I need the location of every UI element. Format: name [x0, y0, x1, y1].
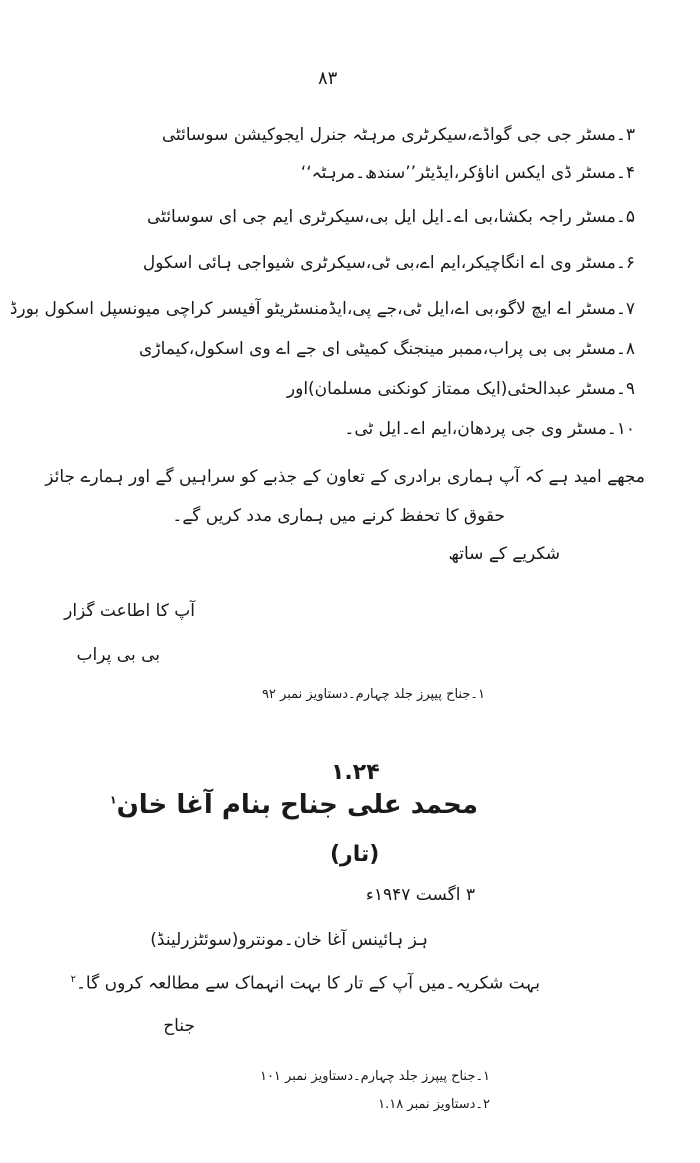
- list-item: ۳۔مسٹر جی جی گواڈے،سیکرٹری مرہٹہ جنرل ایجوکیشن سوسائٹی: [161, 125, 635, 145]
- message: بہت شکریہ۔میں آپ کے تار کا بہت انہماک سے مطالعہ کروں گا۔$^۲$: [70, 973, 540, 994]
- address: ہز ہائینس آغا خان۔مونترو(سوئٹزرلینڈ): [150, 930, 428, 950]
- footnote: ۱۔جناح پیپرز جلد چہارم۔دستاویز نمبر ۱۰۱: [259, 1069, 490, 1084]
- list-item: ۱۰۔مسٹر وی جی پردھان،ایم اے۔ایل ٹی۔: [344, 419, 635, 439]
- list-item: ۶۔مسٹر وی اے انگاچیکر،ایم اے،بی ٹی،سیکرٹری شیواجی ہائی اسکول: [142, 253, 635, 273]
- footnote: ۲۔دستاویز نمبر ۱.۱۸: [378, 1097, 490, 1112]
- footnote: ۱۔جناح پیپرز جلد چہارم۔دستاویز نمبر ۹۲: [261, 687, 485, 702]
- signature: بی بی پراب: [76, 645, 160, 665]
- paragraph-line: حقوق کا تحفظ کرنے میں ہماری مدد کریں گے۔: [172, 506, 505, 526]
- list-item: ۷۔مسٹر اے ایچ لاگو،بی اے،ایل ٹی،جے پی،ایڈمنسٹریٹو آفیسر کراچی میونسپل اسکول بورڈ: [9, 299, 635, 319]
- list-item: ۴۔مسٹر ڈی ایکس اناؤکر،ایڈیٹر’’سندھ۔مرہٹہ‘‘: [300, 163, 635, 183]
- page-number: ۸۳: [318, 68, 338, 89]
- paragraph-line: مجھے امید ہے کہ آپ ہماری برادری کے تعاون کے جذبے کو سراہیں گے اور ہمارے جائز: [45, 467, 645, 487]
- section-number: ۱.۲۴: [331, 760, 380, 785]
- footnote-marker: ۱: [109, 793, 117, 807]
- thanks-text: شکریے کے ساتھ: [448, 544, 560, 564]
- list-item: ۹۔مسٹر عبدالحئی(ایک ممتاز کونکنی مسلمان)اور: [286, 379, 635, 399]
- footnote-marker: ۲: [70, 974, 76, 985]
- list-item: ۸۔مسٹر بی بی پراب،ممبر مینجنگ کمیٹی ای جے اے وی اسکول،کیماڑی: [139, 339, 635, 359]
- section-type: (تار): [330, 842, 380, 867]
- date: ۳ اگست ۱۹۴۷ء: [365, 885, 475, 905]
- list-item: ۵۔مسٹر راجہ بکشا،بی اے۔ایل ایل بی،سیکرٹری ایم جی ای سوسائٹی: [147, 207, 635, 227]
- section-title: محمد علی جناح بنام آغا خان$^۱$: [109, 790, 478, 820]
- closing-text: آپ کا اطاعت گزار: [64, 601, 195, 621]
- sender: جناح: [163, 1016, 195, 1036]
